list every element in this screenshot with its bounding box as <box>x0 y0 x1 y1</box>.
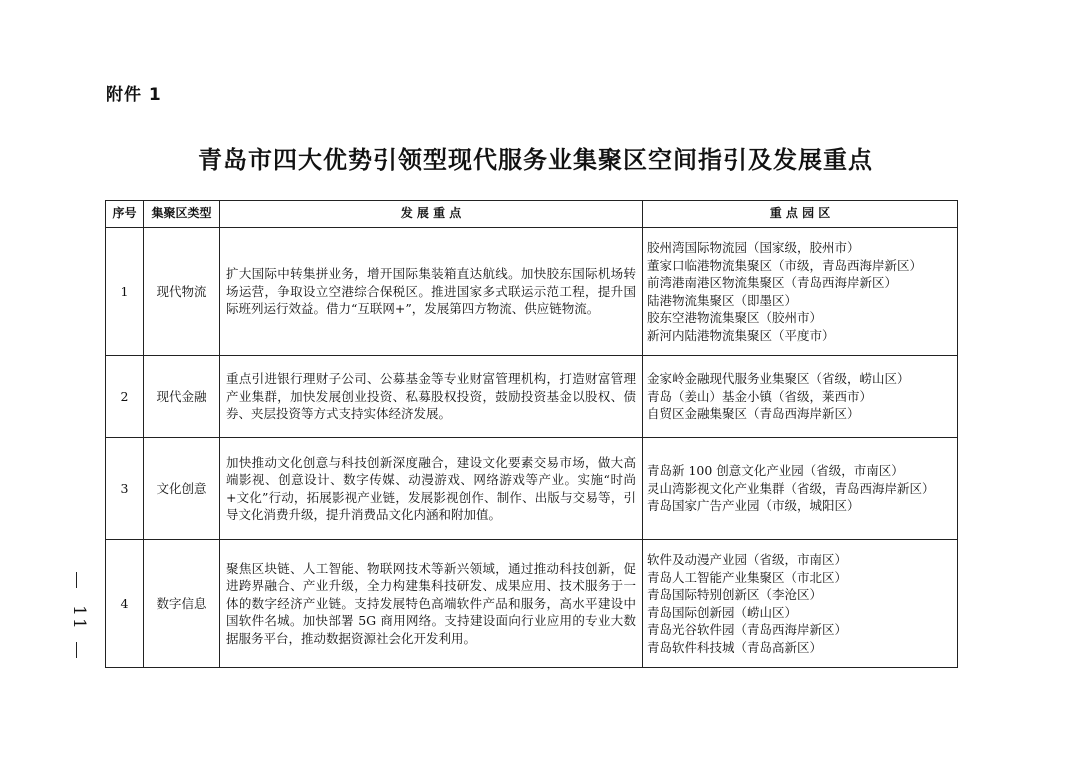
park-item: 金家岭金融现代服务业集聚区（省级，崂山区） <box>647 371 910 387</box>
table-row <box>106 540 958 668</box>
park-item: 青岛新 100 创意文化产业园（省级，市南区） <box>647 463 904 479</box>
cluster-type: 文化创意 <box>144 438 220 540</box>
cluster-type: 数字信息 <box>144 540 220 668</box>
park-item: 胶东空港物流集聚区（胶州市） <box>647 310 823 325</box>
table-row <box>106 356 958 438</box>
park-item: 青岛（姜山）基金小镇（省级，莱西市） <box>647 388 873 404</box>
park-item: 自贸区金融集聚区（青岛西海岸新区） <box>647 406 860 422</box>
header-no: 序号 <box>106 201 144 228</box>
park-item: 新河内陆港物流集聚区（平度市） <box>647 327 835 343</box>
table-row <box>106 228 958 356</box>
attachment-label: 附件 1 <box>106 85 162 105</box>
table-header-row <box>106 201 958 228</box>
key-parks <box>643 438 958 540</box>
header-type: 集聚区类型 <box>144 201 220 228</box>
cluster-type: 现代物流 <box>144 228 220 356</box>
row-number: 4 <box>106 540 144 668</box>
development-focus: 扩大国际中转集拼业务，增开国际集装箱直达航线。加快胶东国际机场转场运营，争取设立空港综合保税区。推进国家多式联运示范工程，提升国际班列运行效益。借力“互联网+”，发展第四方物流、供应链物流。 <box>220 228 643 356</box>
park-item: 青岛软件科技城（青岛高新区） <box>647 639 823 655</box>
table-row <box>106 438 958 540</box>
park-item: 胶州湾国际物流园（国家级，胶州市） <box>647 240 860 255</box>
page-number: 11 <box>68 605 89 631</box>
development-focus: 重点引进银行理财子公司、公募基金等专业财富管理机构，打造财富管理产业集群，加快发展创业投资、私募股权投资，鼓励投资基金以股权、债券、夹层投资等方式支持实体经济发展。 <box>220 356 643 438</box>
cluster-type: 现代金融 <box>144 356 220 438</box>
key-parks <box>643 356 958 438</box>
park-item: 青岛国际创新园（崂山区） <box>647 604 798 620</box>
development-focus: 加快推动文化创意与科技创新深度融合，建设文化要素交易市场，做大高端影视、创意设计、数字传媒、动漫游戏、网络游戏等产业。实施“时尚+文化”行动，拓展影视产业链，发展影视创作、制作、出版与交易等，引导文化消费升级，提升消费品文化内涵和附加值。 <box>220 438 643 540</box>
development-focus: 聚焦区块链、人工智能、物联网技术等新兴领域，通过推动科技创新，促进跨界融合、产业升级，全力构建集科技研发、成果应用、技术服务于一体的数字经济产业链。支持发展特色高端软件产品和服务，高水平建设中国软件名城。加快部署 5G 商用网络。支持建设面向行业应用的专业大数据服务平台，推动数据资源社会化开发利用。 <box>220 540 643 668</box>
park-item: 青岛国际特别创新区（李沧区） <box>647 587 823 602</box>
key-parks <box>643 540 958 668</box>
cluster-table <box>105 200 958 668</box>
document-title: 青岛市四大优势引领型现代服务业集聚区空间指引及发展重点 <box>198 145 873 174</box>
page-number-dash <box>76 642 77 658</box>
key-parks <box>643 228 958 356</box>
park-item: 董家口临港物流集聚区（市级，青岛西海岸新区） <box>647 257 923 273</box>
park-item: 青岛国家广告产业园（市级，城阳区） <box>647 498 860 514</box>
park-item: 陆港物流集聚区（即墨区） <box>647 292 798 308</box>
header-focus: 发 展 重 点 <box>220 201 643 228</box>
park-item: 前湾港南港区物流集聚区（青岛西海岸新区） <box>647 275 898 290</box>
park-item: 灵山湾影视文化产业集群（省级，青岛西海岸新区） <box>647 480 935 496</box>
row-number: 1 <box>106 228 144 356</box>
row-number: 2 <box>106 356 144 438</box>
park-item: 青岛光谷软件园（青岛西海岸新区） <box>647 622 848 637</box>
page-number-marker <box>54 572 104 662</box>
park-item: 软件及动漫产业园（省级，市南区） <box>647 552 848 567</box>
row-number: 3 <box>106 438 144 540</box>
header-parks: 重 点 园 区 <box>643 201 958 228</box>
park-item: 青岛人工智能产业集聚区（市北区） <box>647 569 848 585</box>
page-number-dash <box>76 572 77 588</box>
